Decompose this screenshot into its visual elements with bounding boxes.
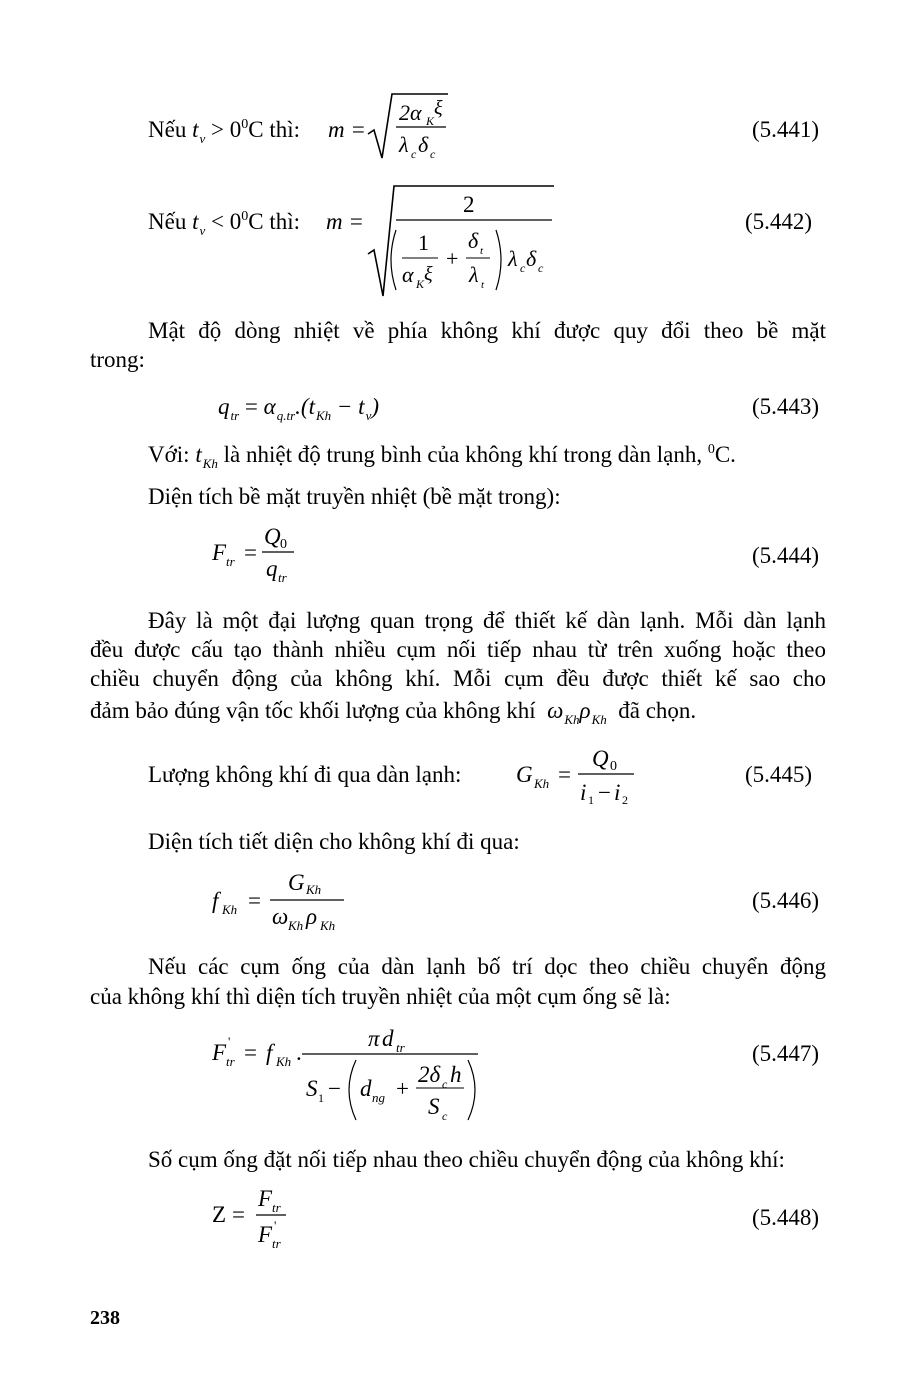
para-2-line-1: Đây là một đại lượng quan trọng để thiết kế dàn lạnh. Mỗi dàn lạnh	[148, 608, 826, 633]
svg-text:Z: Z	[212, 1202, 227, 1227]
eq-444-number: (5.444)	[752, 543, 820, 568]
eq-441-lhs: m =	[328, 117, 366, 142]
svg-text:K: K	[426, 114, 435, 128]
line-tiet-dien: Diện tích tiết diện cho không khí đi qua:	[148, 829, 520, 854]
svg-text:c: c	[538, 261, 544, 275]
svg-text:Kh: Kh	[276, 1054, 292, 1069]
svg-text:=: =	[558, 762, 571, 787]
svg-text:c: c	[430, 147, 436, 161]
eq-445-formula	[514, 744, 664, 807]
svg-text:tr: tr	[396, 1040, 405, 1055]
svg-text:δ: δ	[418, 132, 429, 157]
eq-447-number: (5.447)	[752, 1041, 820, 1066]
svg-text:0: 0	[610, 759, 617, 774]
svg-text:ng: ng	[372, 1090, 385, 1105]
svg-text:tr: tr	[272, 1200, 281, 1215]
eq-446-number: (5.446)	[752, 888, 820, 913]
svg-text:=: =	[248, 888, 261, 913]
svg-text:2: 2	[622, 793, 628, 807]
svg-text:G: G	[516, 762, 533, 787]
svg-text:i: i	[580, 780, 587, 805]
svg-text:ω: ω	[272, 904, 289, 929]
svg-text:.: .	[296, 1040, 302, 1065]
line-dien-tich: Diện tích bề mặt truyền nhiệt (bề mặt trong):	[148, 484, 561, 509]
svg-text:Kh: Kh	[306, 882, 322, 897]
para-3-line-2: của không khí thì diện tích truyền nhiệt của một cụm ống sẽ là:	[90, 984, 671, 1009]
svg-text:d: d	[382, 1026, 394, 1051]
svg-text:tr: tr	[272, 1236, 281, 1251]
eq-444-formula	[210, 524, 330, 584]
eq-446-formula	[210, 870, 360, 932]
svg-text:1: 1	[588, 793, 594, 807]
svg-text:q: q	[266, 556, 278, 581]
svg-text:+: +	[446, 246, 459, 271]
svg-text:i: i	[614, 780, 621, 805]
eq-443-formula: $q_{tr} = \alpha_{q.tr}.(t_{Kh} - t_v)$	[218, 394, 380, 423]
svg-text:K: K	[416, 277, 425, 291]
eq-441-number: (5.441)	[752, 117, 820, 142]
para-2-line-2: đều được cấu tạo thành nhiều cụm nối tiếp nhau từ trên xuống hoặc theo	[90, 637, 826, 662]
svg-text:F: F	[258, 1186, 273, 1211]
svg-text:S: S	[428, 1094, 440, 1119]
svg-text:Kh: Kh	[320, 918, 336, 933]
svg-text:t: t	[481, 279, 485, 291]
para-1-line-1: Mật độ dòng nhiệt về phía không khí được quy đổi theo bề mặt	[148, 318, 826, 343]
svg-text:2: 2	[463, 192, 475, 217]
svg-text:tr: tr	[278, 570, 287, 585]
para-3-line-1: Nếu các cụm ống của dàn lạnh bố trí dọc theo chiều chuyển động	[148, 954, 826, 979]
svg-text:h: h	[450, 1062, 462, 1087]
svg-text:F: F	[212, 540, 227, 565]
svg-text:δ: δ	[468, 228, 479, 253]
svg-text:λ: λ	[508, 246, 518, 271]
svg-text:π: π	[368, 1026, 380, 1051]
svg-text:c: c	[411, 147, 417, 161]
svg-text:c: c	[442, 1109, 448, 1123]
svg-text:Kh: Kh	[222, 902, 238, 917]
svg-text:=: =	[232, 1202, 245, 1227]
svg-text:+: +	[396, 1076, 409, 1101]
para-2-line-3: chiều chuyển động của không khí. Mỗi cụm đều được thiết kế sao cho	[90, 666, 826, 691]
svg-text:G: G	[288, 870, 305, 895]
svg-text:c: c	[442, 1077, 448, 1091]
eq-441-condition: Nếu $t_v > 0^0C$ thì:	[148, 117, 300, 146]
eq-443-number: (5.443)	[752, 394, 820, 419]
svg-text:d: d	[360, 1076, 372, 1101]
svg-text:Q: Q	[592, 746, 609, 771]
svg-text:F: F	[258, 1222, 273, 1247]
eq-445-label: Lượng không khí đi qua dàn lạnh:	[148, 762, 462, 787]
svg-text:α: α	[402, 262, 414, 287]
svg-text:t: t	[480, 245, 484, 257]
svg-text:0: 0	[280, 537, 287, 552]
svg-text:f: f	[212, 888, 219, 913]
page-number: 238	[90, 1307, 120, 1329]
eq-442-radical	[366, 182, 566, 300]
eq-442-number: (5.442)	[745, 209, 813, 234]
svg-text:Q: Q	[264, 524, 281, 549]
svg-text:=: =	[244, 540, 257, 565]
eq-448-formula	[210, 1186, 330, 1250]
svg-text:F: F	[212, 1040, 227, 1065]
svg-text:Kh: Kh	[288, 918, 304, 933]
svg-text:': '	[228, 1034, 231, 1049]
svg-text:λ: λ	[399, 132, 409, 157]
svg-text:': '	[274, 1218, 277, 1233]
svg-text:1: 1	[318, 1091, 324, 1105]
eq-442-condition: Nếu $t_v < 0^0C$ thì:	[148, 209, 300, 238]
svg-text:δ: δ	[526, 246, 537, 271]
eq-441-radical	[366, 92, 456, 162]
para-2-line-4: đảm bảo đúng vận tốc khối lượng của không khí $\omega_{Kh}\rho_{Kh}$ đã chọn.	[90, 698, 697, 727]
eq-442-lhs: m =	[326, 209, 364, 234]
svg-text:−: −	[598, 780, 611, 805]
line-voi: Với: $t_{Kh}$ là nhiệt độ trung bình của không khí trong dàn lạnh, $^0$C.	[148, 442, 736, 471]
svg-text:2δ: 2δ	[418, 1062, 441, 1087]
svg-text:ξ: ξ	[434, 97, 443, 119]
svg-text:f: f	[266, 1040, 273, 1065]
eq-445-number: (5.445)	[745, 762, 813, 787]
svg-text:tr: tr	[226, 1054, 235, 1069]
eq-448-number: (5.448)	[752, 1205, 820, 1230]
svg-text:ρ: ρ	[306, 904, 318, 929]
svg-text:tr: tr	[226, 554, 235, 569]
svg-text:λ: λ	[469, 262, 479, 287]
svg-text:ξ: ξ	[424, 263, 433, 285]
line-so-cum: Số cụm ống đặt nối tiếp nhau theo chiều chuyển động của không khí:	[148, 1147, 785, 1172]
svg-text:Kh: Kh	[534, 776, 550, 791]
svg-text:1: 1	[418, 230, 429, 255]
para-1-line-2: trong:	[90, 347, 145, 372]
svg-text:S: S	[306, 1076, 318, 1101]
svg-text:2α: 2α	[399, 100, 422, 125]
svg-text:=: =	[244, 1040, 257, 1065]
svg-text:c: c	[520, 261, 526, 275]
svg-text:−: −	[328, 1076, 341, 1101]
eq-447-formula	[210, 1026, 500, 1126]
